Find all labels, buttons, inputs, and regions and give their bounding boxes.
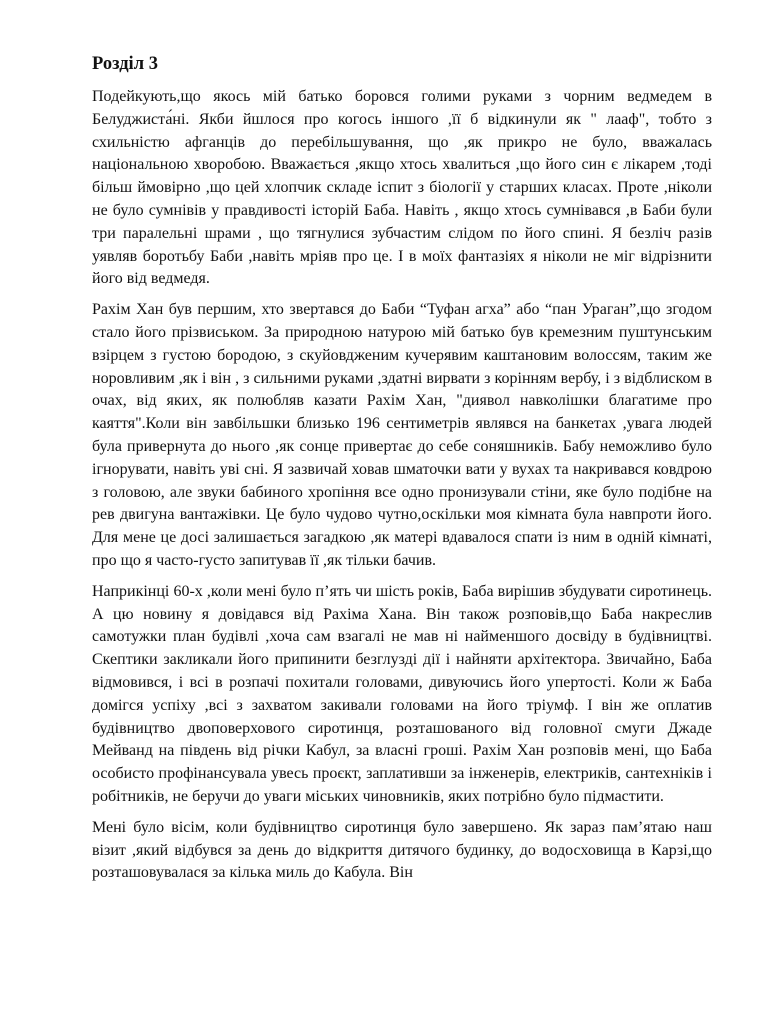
paragraph-1: Подейкують,що якось мій батько боровся голими руками з чорним ведмедем в Белуджиста́ні. Якби йшлося про когось іншого ,її б відкинули як " лааф", тобто з схильністю афганців до перебільшування, що ,як прикро не було, вважалась національною хворобою. Вважається ,якщо хтось хвалиться ,що його син є лікарем ,тоді більш ймовірно ,що цей хлопчик складе іспит з біології у старших класах. Проте ,ніколи не було сумнівів у правдивості історій Баба. Навіть , якщо хтось сумнівався ,в Баби були три паралельні шрами , що тягнулися зубчастим слідом по його спині. Я безліч разів уявляв боротьбу Баби ,навіть мріяв про це. І в моїх фантазіях я ніколи не міг відрізнити його від ведмедя. bbox=[92, 88, 712, 288]
paragraph-3: Наприкінці 60-х ,коли мені було п’ять чи шість років, Баба вирішив збудувати сиротинець. А цю новину я довідався від Рахіма Хана. Він також розповів,що Баба накреслив самотужки план будівлі ,хоча сам взагалі не мав ні найменшого досвіду в будівництві. Скептики закликали його припинити безглузді дії і найняти архітектора. Звичайно, Баба відмовився, і всі в розпачі похитали головами, дивуючись його упертості. Коли ж Баба домігся успіху ,всі з захватом закивали головами на його тріумф. І він же оплатив будівництво двоповерхового сиротинця, розташованого від головної смуги Джаде Мейванд на південь від річки Кабул, за власні гроші. Рахім Хан розповів мені, що Баба особисто профінансувала увесь проєкт, заплативши за інженерів, електриків, сантехніків і робітників, не беручи до уваги міських чиновників, яких потрібно було підмастити. bbox=[92, 582, 712, 805]
paragraph-2: Рахім Хан був першим, хто звертався до Баби “Туфан агха” або “пан Ураган”,що згодом стало його прізвиськом. За природною натурою мій батько був кремезним пуштунським взірцем з густою бородою, з скуйовдженим кучерявим каштановим волоссям, таким же норовливим ,як і він , з сильними руками ,здатні вирвати з корінням вербу, і з відблиском в очах, від яких, як полюбляв казати Рахім Хан, "диявол навколішки благатиме про каяття".Коли він завбільшки близько 196 сентиметрів являвся на банкетах ,увага людей була привернута до нього ,як сонце привертає до себе соняшників. Бабу неможливо було ігнорувати, навіть уві сні. Я зазвичай ховав шматочки вати у вухах та накривався ковдрою з головою, але звуки бабиного хропіння все одно пронизували стіни, яке було подібне на рев двигуна вантажівки. Це було чудово чутно,оскільки моя кімната була навпроти його. Для мене це досі залишається загадкою ,як матері вдавалося спати із ним в одній кімнаті, про що я часто-густо запитував її ,як тільки бачив. bbox=[92, 301, 712, 569]
document-body bbox=[92, 52, 712, 893]
paragraph-4: Мені було вісім, коли будівництво сиротинця було завершено. Як зараз пам’ятаю наш візит ,який відбувся за день до відкриття дитячого будинку, до водосховища в Карзі,що розташовувалася за кілька миль до Кабула. Він bbox=[92, 818, 712, 882]
chapter-heading: Розділ 3 bbox=[92, 54, 158, 74]
